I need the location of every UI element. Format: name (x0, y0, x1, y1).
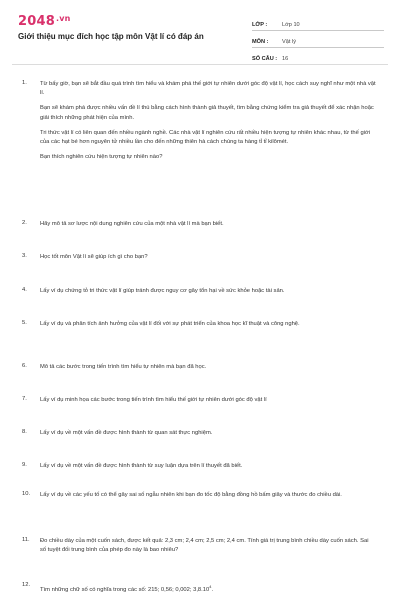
question-body (40, 491, 376, 506)
question-number: 5. (22, 320, 27, 326)
meta-row-subject (252, 31, 384, 48)
question-text-end: . (211, 586, 214, 593)
question-body (40, 287, 376, 302)
page-title: Giới thiệu mục đích học tập môn Vật lí có đáp án (18, 32, 204, 41)
question-paragraph: Học tốt môn Vật lí sẽ giúp ích gì cho bạn? (40, 254, 148, 260)
question-paragraph: Lấy ví dụ minh họa các bước trong tiến trình tìm hiểu thế giới tự nhiên dưới góc độ vật lí (40, 397, 267, 403)
meta-value: Vật lý (282, 39, 296, 45)
question-body (40, 537, 376, 561)
question-number: 12. (22, 582, 31, 588)
question-number: 6. (22, 363, 27, 369)
question-text: Tìm những chữ số có nghĩa trong các số: 215; 0,56; 0,002; 3,8.10 (40, 586, 210, 593)
question-paragraph: Đo chiều dày của một cuốn sách, được kết quả: 2,3 cm; 2,4 cm; 2,5 cm; 2,4 cm. Tính giá trị trung bình chiều dày cuốn sách. Sai số tuyệt đối trung bình của phép đo này là bao nhiêu? (40, 538, 369, 554)
meta-key: MÔN : (252, 39, 269, 45)
question-body (40, 429, 376, 444)
site-logo[interactable] (18, 14, 71, 29)
question-number: 10. (22, 491, 31, 497)
header-divider (12, 64, 388, 65)
question-paragraph: Lấy ví dụ về một vấn đề được hình thành từ quan sát thực nghiệm. (40, 430, 213, 436)
meta-info-table (252, 14, 384, 65)
question-paragraph (40, 582, 376, 595)
question-paragraph: Hãy mô tả sơ lược nội dung nghiên cứu của một nhà vật lí mà bạn biết. (40, 221, 224, 227)
question-paragraph: Mô tả các bước trong tiến trình tìm hiểu tự nhiên mà bạn đã học. (40, 364, 207, 370)
question-paragraph: Từ bấy giờ, bạn sẽ bắt đầu quá trình tìm hiểu và khám phá thế giới tự nhiên dưới góc độ vật lí, học cách suy nghĩ như một nhà vật lí. (40, 81, 376, 97)
meta-key: SỐ CÂU : (252, 56, 278, 62)
question-number: 9. (22, 462, 27, 468)
question-paragraph: Tri thức vật lí có liên quan đến nhiều ngành nghề. Các nhà vật lí nghiên cứu rất nhiều hiện tượng tự nhiên khác nhau, từ thế giới của các hạt bé hơn nguyên tử nhiều lần cho đến những thiên hà cách chúng ta hàng tỉ tỉ kilômét. (40, 129, 371, 146)
question-number: 4. (22, 287, 27, 293)
meta-value: Lớp 10 (282, 22, 300, 28)
question-body (40, 80, 376, 168)
question-body (40, 363, 376, 378)
question-paragraph: Lấy ví dụ về một vấn đề được hình thành từ suy luận dựa trên lí thuyết đã biết. (40, 463, 243, 469)
exponent: 4 (209, 584, 212, 589)
question-body (40, 582, 376, 600)
meta-row-class (252, 14, 384, 31)
question-paragraph: Bạn sẽ khám phá được nhiều vấn đề lí thú bằng cách hình thành giả thuyết, tìm bằng chứng kiểm tra giả thuyết để xác nhận hoặc giải thích những phát hiện của mình. (40, 105, 374, 121)
logo-tld: .vn (55, 14, 71, 23)
question-number: 11. (22, 537, 30, 543)
meta-row-question-count (252, 48, 384, 65)
question-body (40, 253, 376, 268)
question-number: 7. (22, 396, 27, 402)
meta-value: 16 (282, 56, 289, 62)
meta-key: LỚP : (252, 22, 268, 28)
question-paragraph: Lấy ví dụ và phân tích ảnh hưởng của vật lí đối với sự phát triển của khoa học kĩ thuật và công nghệ. (40, 321, 300, 327)
question-body (40, 462, 376, 477)
question-paragraph: Lấy ví dụ về các yếu tố có thể gây sai số ngẫu nhiên khi bạn đo tốc độ bằng đồng hồ bấm giây và thước đo chiều dài. (40, 492, 342, 498)
question-number: 3. (22, 253, 27, 259)
question-number: 8. (22, 429, 27, 435)
question-paragraph: Lấy ví dụ chứng tỏ tri thức vật lí giúp tránh được nguy cơ gây tổn hại về sức khỏe hoặc tài sản. (40, 288, 285, 294)
question-body (40, 220, 376, 235)
question-number: 1. (22, 80, 27, 86)
document-header (0, 0, 400, 62)
question-paragraph: Bạn thích nghiên cứu hiện tượng tự nhiên nào? (40, 154, 163, 161)
question-number: 2. (22, 220, 27, 226)
logo-main: 2048 (18, 14, 55, 29)
question-body (40, 320, 376, 335)
question-body (40, 396, 376, 411)
